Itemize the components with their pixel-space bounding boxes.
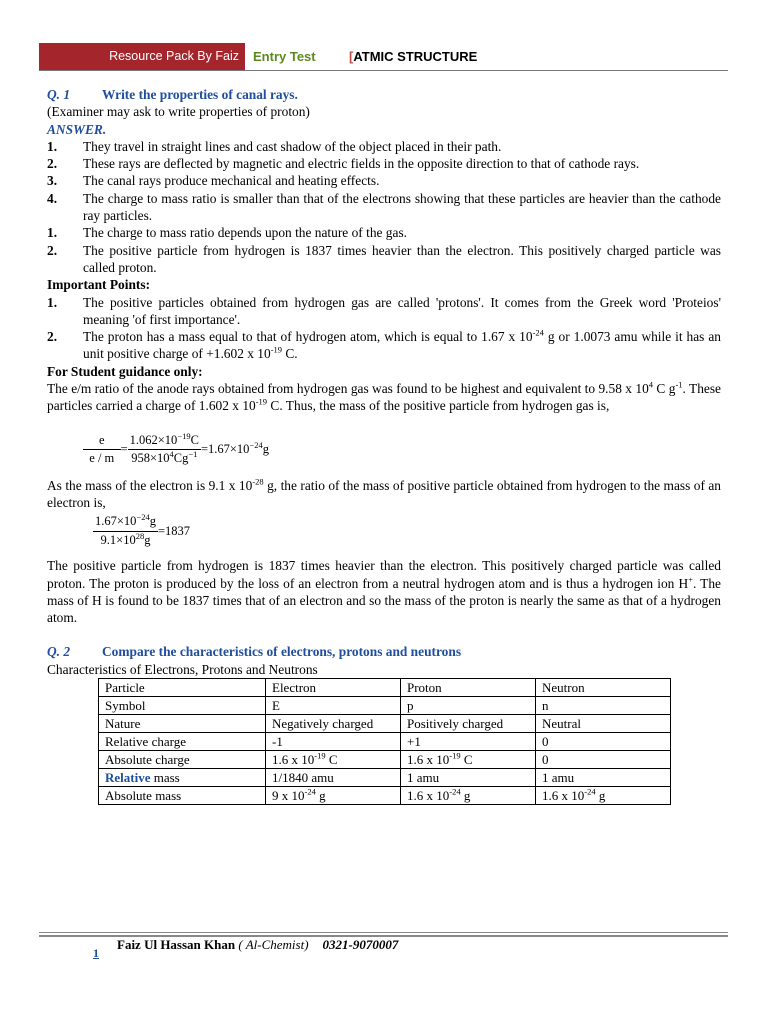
item-text: They travel in straight lines and cast shadow of the object placed in their path. [83, 138, 502, 154]
question-1-note: (Examiner may ask to write properties of proton) [47, 104, 310, 120]
item-text: The proton has a mass equal to that of hydrogen atom, which is equal to 1.67 x $10^{-24}$ g or 1.0073 amu while it has an unit positive charge of +1.602 x $10^{-19}$ C. [83, 327, 721, 362]
item-text: The positive particle from hydrogen is 1837 times heavier than the electron. This positively charged particle was called proton. [83, 242, 721, 275]
proton-paragraph: The positive particle from hydrogen is 1837 times heavier than the electron. This positively charged particle was called proton. The proton is produced by the loss of an electron from a neutral hydrogen atom and is thus a hydrogen ion H+. The mass of H is found to be 1837 times that of an electron and so the mass of the proton is nearly the same as that of a hydrogen atom. [47, 558, 721, 626]
item-text: The positive particles obtained from hydrogen gas are called 'protons'. It comes from the Greek word 'Proteios' meaning 'of first importance'. [83, 294, 721, 327]
question-1-title: Write the properties of canal rays. [102, 87, 298, 102]
page-number: 1 [93, 946, 99, 960]
question-2-title: Compare the characteristics of electrons, protons and neutrons [102, 644, 462, 660]
page-content [47, 86, 721, 805]
table-row: Relative mass 1/1840 amu 1 amu 1 amu [99, 769, 671, 787]
guidance-paragraph: The e/m ratio of the anode rays obtained from hydrogen gas was found to be highest and equivalent to 9.58 x $10^4$ C $g^{-1}$. These particles carried a charge of 1.602 x $10^{-19}$ C. Thus, the mass of the positive particle from hydrogen gas is, [47, 379, 721, 414]
item-number: 4. [47, 190, 58, 206]
list-item [47, 294, 721, 329]
item-text: The charge to mass ratio is smaller than that of the electrons showing that these particles are heavier than the cathode ray particles. [83, 190, 721, 224]
item-number: 3. [47, 173, 58, 189]
list-item [47, 224, 721, 241]
item-number: 1. [47, 225, 58, 241]
question-1-number: Q. 1 [47, 87, 71, 102]
guidance-heading: For Student guidance only: [47, 363, 203, 379]
list-item [47, 172, 721, 189]
item-number: 2. [47, 242, 58, 258]
fraction-ratio: $\frac{1.67\times 10^{-24}g}{9.1\times 10^{28}g}$ [95, 512, 156, 547]
equation-mass-ratio [93, 511, 721, 551]
list-item [47, 155, 721, 172]
equation-mass-from-em: $\frac{e}{e / m}$ = $\frac{1.062\times 10^{-19}C}{958\times 10^4Cg^{-1}}$ $=1.67\times 10^{-24}g$ [83, 429, 721, 471]
equation-result: $=1.67\times 10^{-24}g$ [200, 439, 269, 456]
answer-label: ANSWER. [47, 121, 107, 137]
important-points-heading: Important Points: [47, 277, 151, 293]
list-item [47, 328, 721, 363]
entry-test-label: Entry Test [253, 49, 316, 64]
item-number: 1. [47, 294, 58, 310]
question-2 [47, 643, 721, 660]
table-row: Relative charge -1 +1 0 [99, 733, 671, 751]
list-item [47, 242, 721, 277]
ratio-result: =1837 [157, 523, 191, 538]
particles-table [98, 678, 671, 805]
footer-rule [39, 932, 728, 933]
topic-bracket: [ [349, 49, 354, 64]
table-row: Absolute charge 1.6 x $10^{-19}$ C 1.6 x $10^{-19}$ C 0 [99, 751, 671, 769]
table-row: Particle Electron Proton Neutron [99, 679, 671, 697]
item-text: The charge to mass ratio depends upon the nature of the gas. [83, 225, 408, 241]
question-1 [47, 86, 721, 103]
table-row: Symbol E p n [99, 697, 671, 715]
item-number: 2. [47, 156, 58, 172]
question-2-number: Q. 2 [47, 644, 71, 660]
topic-text: ATMIC STRUCTURE [353, 49, 478, 64]
item-text: These rays are deflected by magnetic and electric fields in the opposite direction to that of cathode rays. [83, 156, 640, 172]
fraction-right: $\frac{1.062\times 10^{-19}C}{958\times 10^4Cg^{-1}}$ [129, 430, 199, 466]
item-number: 1. [47, 138, 58, 154]
item-number: 2. [47, 329, 58, 345]
table-row: Nature Negatively charged Positively charged Neutral [99, 715, 671, 733]
list-item [47, 190, 721, 225]
page-header [39, 43, 728, 71]
electron-mass-paragraph: As the mass of the electron is 9.1 x $10^{-28}$ g, the ratio of the mass of positive particle obtained from hydrogen to the mass of an electron is, [47, 476, 721, 510]
header-rule [39, 70, 728, 71]
table-caption: Characteristics of Electrons, Protons and Neutrons [47, 661, 318, 677]
resource-pack-label: Resource Pack By Faiz [39, 43, 245, 70]
topic-title [349, 43, 477, 70]
page-footer [39, 932, 728, 960]
item-text: The canal rays produce mechanical and heating effects. [83, 173, 380, 189]
author: Faiz Ul Hassan Khan ( Al-Chemist) 0321-9070007 [117, 937, 399, 952]
table-row: Absolute mass 9 x $10^{-24}$ g 1.6 x $10^{-24}$ g 1.6 x $10^{-24}$ g [99, 787, 671, 805]
fraction-left: $\frac{e}{e / m}$ [83, 432, 121, 468]
list-item [47, 138, 721, 155]
